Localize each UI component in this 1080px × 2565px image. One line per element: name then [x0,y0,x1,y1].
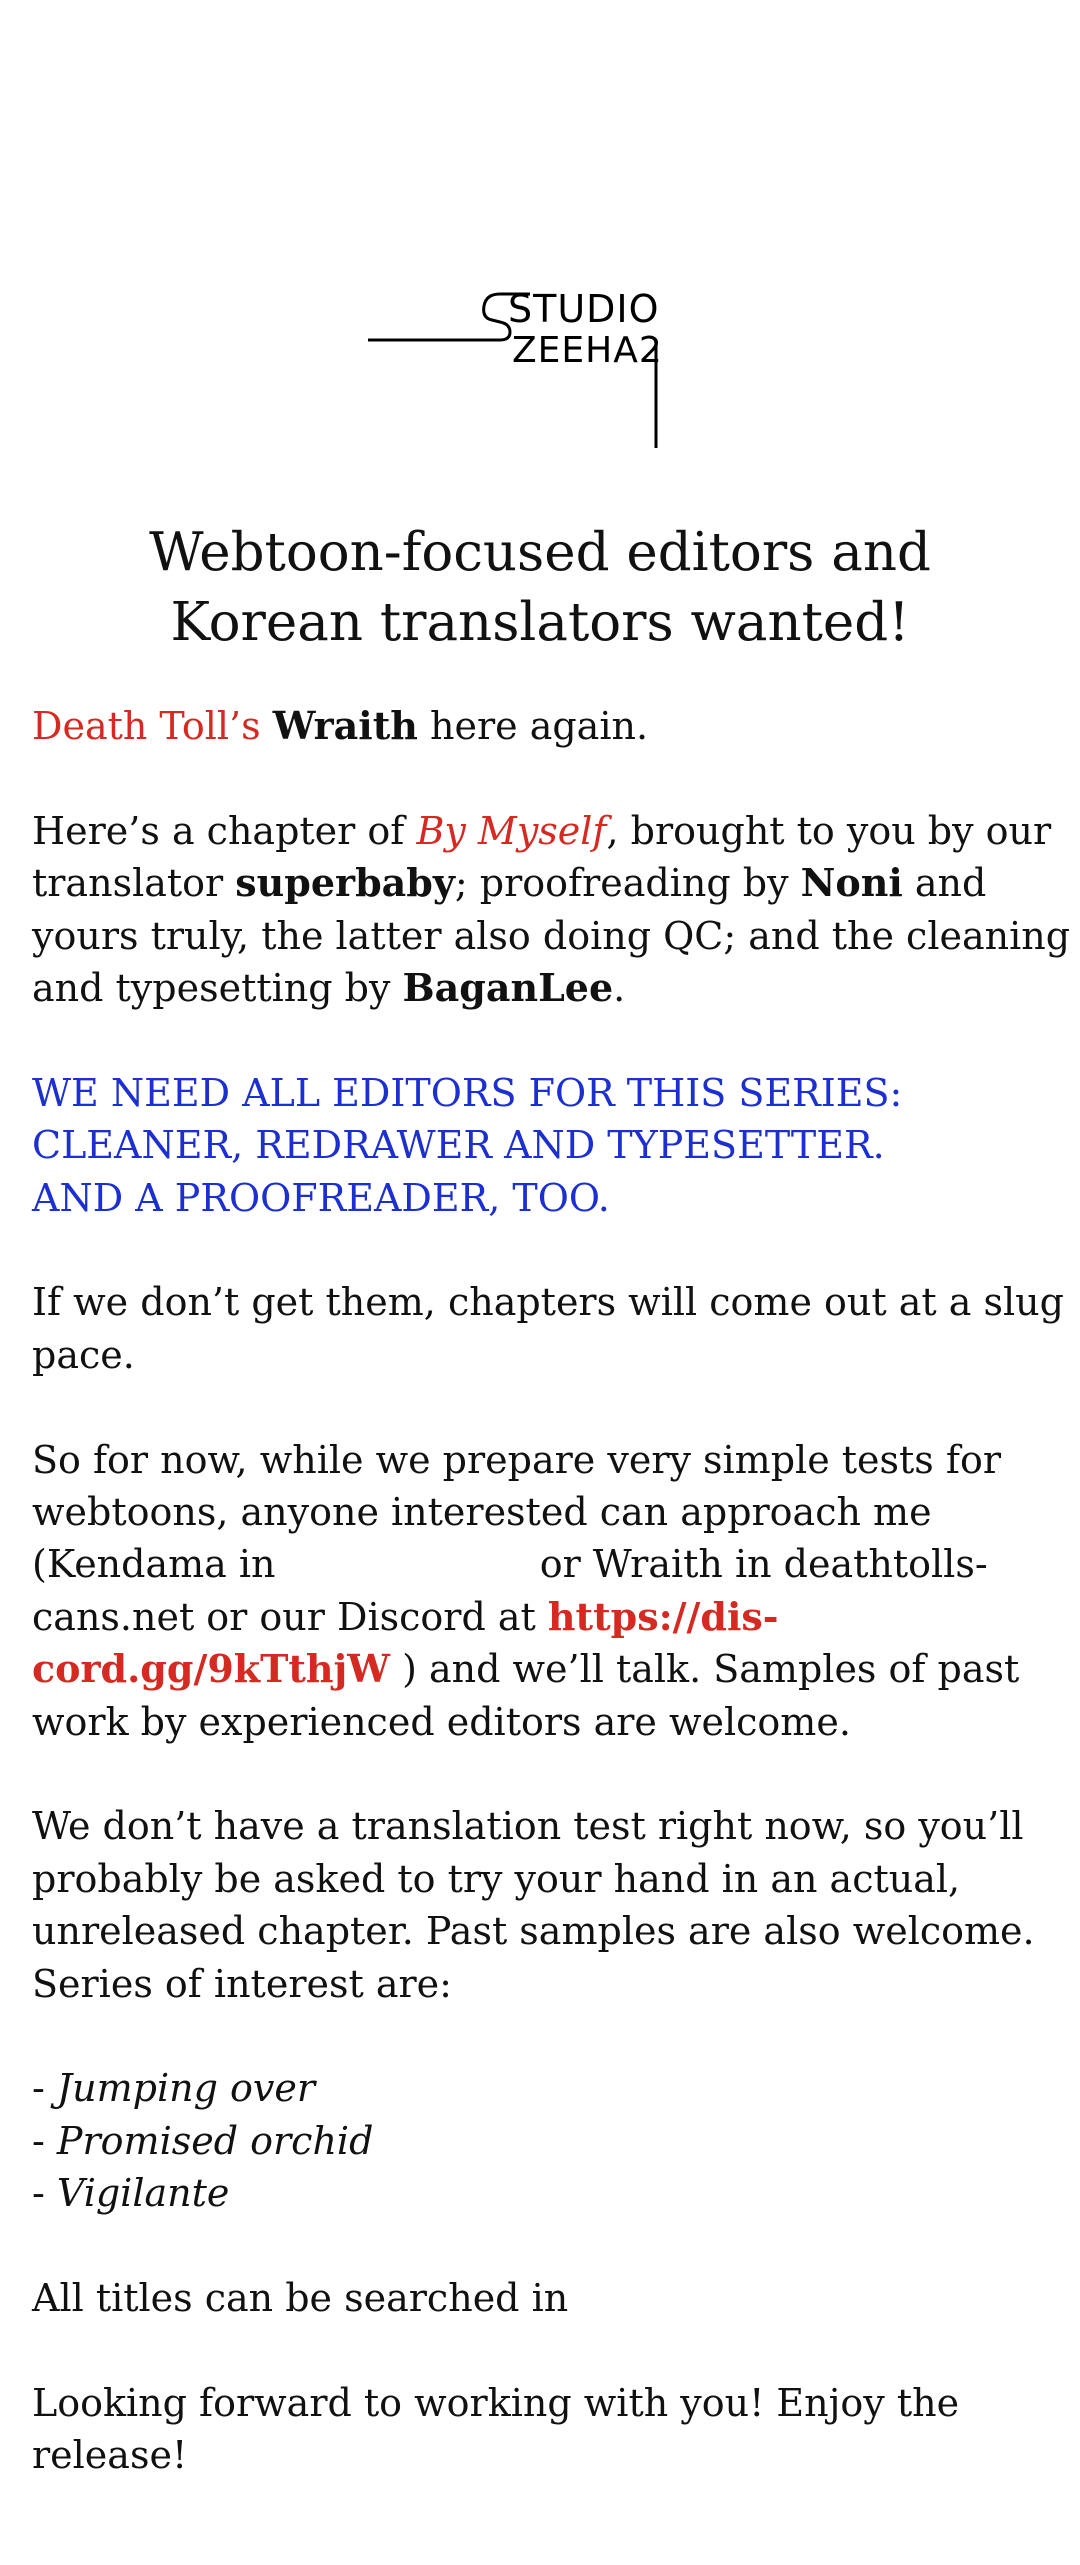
credits-text-1: Here’s a chapter of [32,808,417,853]
studio-zeeha-logo [360,280,720,460]
translator-name: superbaby [235,860,455,906]
heading-line-2: Korean translators wanted! [170,592,910,653]
credits-paragraph [32,805,1072,1015]
series-list-item: - Jumping over [32,2066,316,2111]
editors-callout [32,1067,1072,1224]
series-list-item: - Promised orchid [32,2118,374,2163]
contact-text-3: ) and we’ll talk. Samples of past work by experienced editors are welcome. [32,1647,1020,1744]
credits-text-5: . [613,966,626,1011]
credits-text-3: ; proofreading by [454,861,801,906]
author-name: Wraith [272,703,418,748]
closing-paragraph: Looking forward to working with you! Enjoy the release! [32,2380,960,2478]
series-list [32,2062,1072,2219]
logo-top-text: STUDIO [508,287,660,331]
contact-text-2: or Wraith in deathtolls-cans.net or our Discord at [32,1542,988,1639]
pace-paragraph: If we don’t get them, chapters will come out at a slug pace. [32,1280,1064,1377]
contact-paragraph [32,1434,1072,1748]
proofreader-name: Noni [800,860,903,906]
intro-rest: here again. [417,704,649,748]
series-title: By Myself [416,808,607,853]
callout-line-2: CLEANER, REDRAWER AND TYPESETTER. [32,1123,885,1168]
series-list-item: - Vigilante [32,2171,230,2216]
logo-bottom-text: ZEEHA2 [512,330,663,371]
translation-paragraph: We don’t have a translation test right now, so you’ll probably be asked to try your hand in an actual, unreleased chapter. Past samples are also welcome. Series of interest are: [32,1804,1035,2006]
discord-link[interactable]: https://dis-cord.gg/9kTthjW [32,1593,779,1692]
typesetter-name: BaganLee [402,965,614,1011]
announcement-body [32,700,1072,2482]
contact-text-1: So for now, while we prepare very simple tests for webtoons, anyone interested can approach me (Kendama in [32,1437,1001,1587]
intro-paragraph [32,700,1072,752]
heading-line-1: Webtoon-focused editors and [149,522,931,583]
callout-line-3: AND A PROOFREADER, TOO. [32,1175,610,1220]
credits-text-2: , brought to you by our translator [32,808,1052,906]
redacted-area [288,1576,528,1577]
group-name: Death Toll’s [32,704,261,748]
search-note: All titles can be searched in [32,2276,569,2321]
credits-text-4: and yours truly, the latter also doing QC; and the cleaning and typesetting by [32,861,1071,1011]
callout-line-1: WE NEED ALL EDITORS FOR THIS SERIES: [32,1070,903,1115]
recruitment-heading [0,518,1080,658]
